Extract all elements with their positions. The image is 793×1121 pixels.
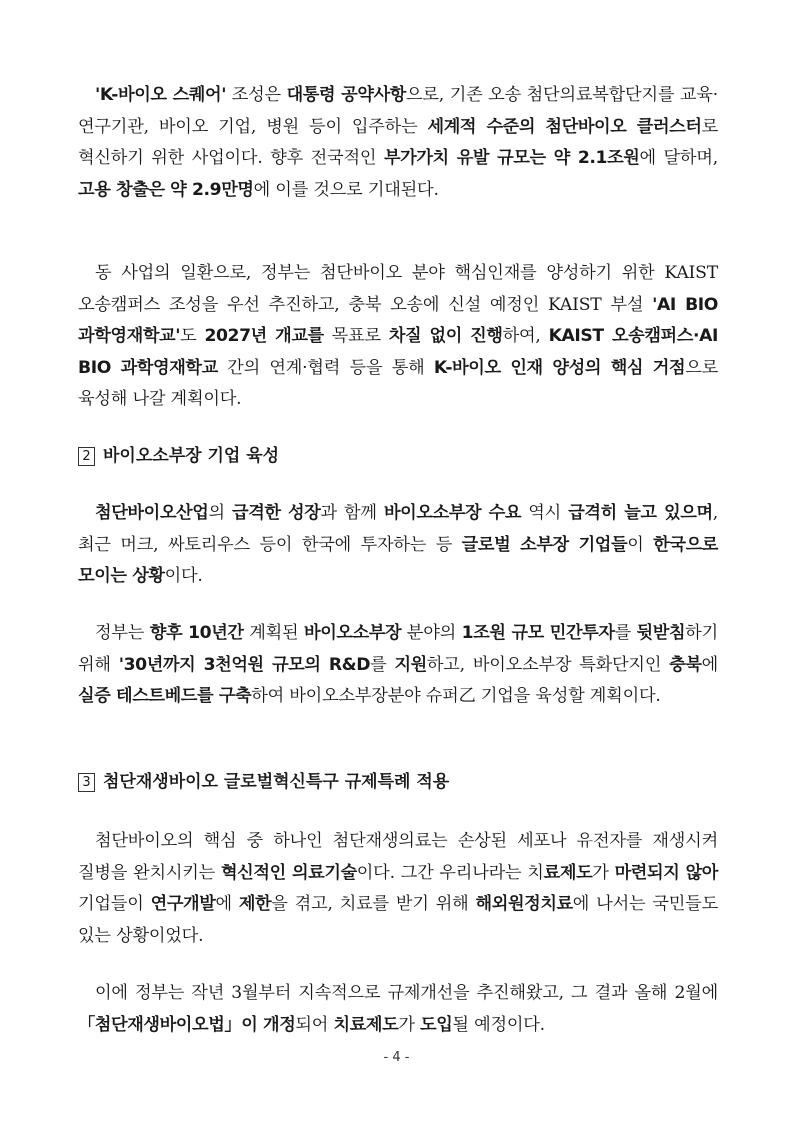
paragraph-k-bio-square — [78, 80, 718, 206]
text-bold: KAIST 오송캠퍼스·AI BIO 과학영재학교 — [78, 326, 718, 378]
text-bold: 대통령 공약사항 — [286, 85, 406, 105]
text-bold: 급격히 늘고 있으며 — [568, 503, 713, 523]
text: 을 겪고, 치료를 받기 위해 — [271, 894, 476, 914]
text: 에 — [215, 894, 239, 914]
text: 하고, 바이오소부장 특화단지인 — [426, 654, 670, 675]
text: 이다. — [164, 566, 203, 586]
text: 계획된 — [243, 623, 304, 643]
text-bold: 치료제도 — [333, 1014, 399, 1035]
text-bold: K-바이오 인재 양성의 핵심 거점 — [433, 357, 686, 378]
text-bold: 부가가치 유발 규모는 약 2.1조원 — [383, 148, 640, 168]
text: 과 함께 — [320, 503, 384, 523]
paragraph-bio-demand — [78, 498, 718, 593]
text: 에 달하며, — [639, 148, 719, 168]
text-bold: 충북 — [669, 654, 702, 675]
text: 하여, — [502, 326, 549, 346]
text: 되어 — [295, 1014, 334, 1035]
paragraph-regenerative-medicine — [78, 826, 718, 952]
paragraph-law-revision — [78, 978, 718, 1041]
text-bold: '30년까지 3천억원 규모의 R&D — [118, 654, 371, 675]
text-bold: 글로벌 소부장 기업들 — [461, 534, 628, 555]
text: 동 사업의 일환으로, 정부는 첨단바이오 분야 핵심인재를 양성하기 위한 KAIST 오송캠퍼스 조성을 우선 추진하고, 충북 오송에 신설 예정인 KAIST 부설 — [78, 263, 718, 315]
section-title: 첨단재생바이오 글로벌혁신특구 규제특례 적용 — [103, 772, 450, 792]
text-bold: 「첨단재생바이오법」이 개정 — [78, 1014, 296, 1035]
text: 조성은 — [226, 85, 287, 105]
page-number: - 4 - — [383, 1050, 410, 1065]
text: 에 이를 것으로 기대된다. — [253, 179, 439, 200]
text-bold: 첨단바이오산업 — [95, 503, 209, 523]
text-bold: 마련되지 않아 — [614, 862, 718, 883]
text: 으로, 기존 오송 첨단의료복합단지를 교육·연구기관, 바이오 기업, 병원 등이 입주하는 — [78, 85, 718, 137]
text-bold: 급격한 성장 — [231, 503, 321, 523]
text: 하여 바이오소부장분야 슈퍼乙 기업을 육성할 계획이다. — [251, 686, 661, 706]
text: 으로 육성해 나갈 계획이다. — [78, 357, 718, 409]
section-heading-2 — [78, 443, 718, 469]
text-bold: 세계적 수준의 첨단바이오 클러스터 — [427, 116, 702, 137]
paragraph-government-rnd — [78, 618, 718, 713]
text: 를 — [370, 654, 395, 675]
text-bold: 1조원 규모 민간투자 — [461, 623, 615, 643]
text-bold: 고용 창출은 약 2.9만명 — [78, 179, 254, 200]
text-bold: 2027년 개교를 — [204, 326, 324, 346]
text: 기업들이 — [78, 894, 151, 914]
section-number-box: 3 — [78, 773, 95, 792]
text: 분야의 — [401, 623, 462, 643]
text-bold: 료제도 — [543, 862, 593, 883]
section-title: 바이오소부장 기업 육성 — [103, 446, 280, 466]
text: 될 예정이다. — [452, 1014, 545, 1035]
paragraph-kaist-campus — [78, 258, 718, 416]
text: 이 — [627, 534, 654, 555]
text-bold: 실증 테스트베드를 구축 — [78, 686, 252, 706]
text: 하기 위해 — [78, 623, 718, 675]
text: 목표로 — [323, 326, 389, 346]
text-bold: 연구개발 — [150, 894, 216, 914]
text-bold: 바이오소부장 — [303, 623, 402, 643]
text: 가 — [398, 1014, 420, 1035]
text: 이에 정부는 작년 3월부터 지속적으로 규제개선을 추진해왔고, 그 결과 올해 2월에 — [95, 983, 718, 1003]
text-bold: 바이오소부장 수요 — [383, 503, 522, 523]
text: 첨단바이오의 핵심 중 하나인 첨단재생의료는 손상된 세포나 유전자를 재생시켜 질병을 완치시키는 — [78, 831, 718, 883]
text: , 최근 머크, 싸토리우스 등이 한국에 투자하는 등 — [78, 503, 718, 555]
section-heading-3 — [78, 769, 718, 795]
text-bold: 'K-바이오 스퀘어' — [95, 85, 227, 105]
text: 도 — [180, 326, 205, 346]
text: 가 — [592, 862, 615, 883]
text-bold: 향후 10년간 — [149, 623, 244, 643]
text: 정부는 — [95, 623, 150, 643]
text: 를 — [614, 623, 637, 643]
text-bold: 한국으로 모이는 상황 — [78, 534, 718, 586]
text: 이다. 그간 우리나라는 치 — [356, 862, 544, 883]
section-number-box: 2 — [78, 447, 95, 466]
text: 에 — [701, 654, 718, 675]
text: 의 — [208, 503, 232, 523]
text: 역시 — [521, 503, 569, 523]
text-bold: 혁신적인 의료기술 — [220, 862, 357, 883]
text-bold: 차질 없이 진행 — [388, 326, 503, 346]
text-bold: 뒷받침 — [636, 623, 686, 643]
text-bold: 제한 — [238, 894, 272, 914]
text: 에 나서는 국민들도 있는 상황이었다. — [78, 894, 718, 946]
text-bold: 해외원정치료 — [475, 894, 573, 914]
text-bold: 지원 — [394, 654, 427, 675]
text-bold: 도입 — [419, 1014, 453, 1035]
text: 로 혁신하기 위한 사업이다. 향후 전국적인 — [78, 116, 718, 168]
text-bold: 'AI BIO 과학영재학교' — [78, 294, 719, 346]
text: 간의 연계·협력 등을 통해 — [217, 357, 434, 378]
